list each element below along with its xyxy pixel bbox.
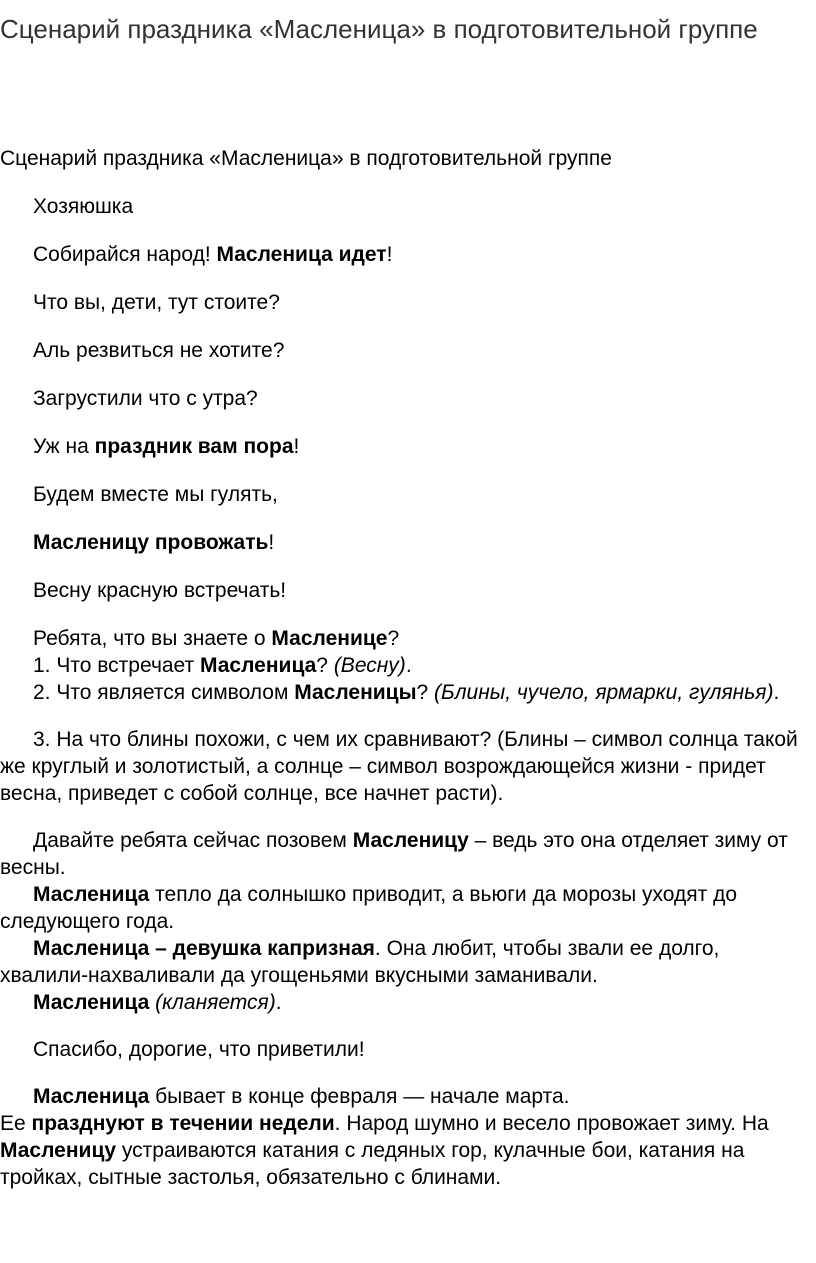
closing-line-1: Масленица бывает в конце февраля — начале марта. [33,1085,570,1108]
poem-line-3: Аль резвиться не хотите? [33,339,285,362]
call-paragraph-2: Масленица тепло да солнышко приводит, а вьюги да морозы уходят до следующего года. [0,883,738,933]
document-title: Сценарий праздника «Масленица» в подготовительной группе [0,14,758,44]
question-3: 3. На что блины похожи, с чем их сравнивают? (Блины – символ солнца такой же круглый и золотистый, а солнце – символ возрождающейся жизни - придет весна, приведет с собой солнце, все начнет расти). [0,728,798,805]
poem-line-5: Уж на праздник вам пора! [33,435,300,458]
closing-paragraph: Ее празднуют в течении недели. Народ шумно и весело провожает зиму. На Масленицу устраиваются катания с ледяных гор, кулачные бои, катания на тройках, сытные застолья, обязательно с блинами. [0,1112,769,1189]
speaker-name: Хозяюшка [33,195,134,218]
poem-line-8: Весну красную встречать! [33,579,287,602]
thanks-line: Спасибо, дорогие, что приветили! [33,1038,365,1061]
call-paragraph-1: Давайте ребята сейчас позовем Масленицу – ведь это она отделяет зиму от весны. [0,829,788,879]
call-paragraph-3: Масленица – девушка капризная. Она любит, чтобы звали ее долго, хвалили-нахваливали да угощеньями вкусными заманивали. [0,937,720,987]
poem-line-1: Собирайся народ! Масленица идет! [33,243,393,266]
poem-line-7: Масленицу провожать! [33,531,275,554]
poem-line-6: Будем вместе мы гулять, [33,483,278,506]
poem-line-2: Что вы, дети, тут стоите? [33,291,280,314]
document-body [0,145,808,1191]
poem-line-4: Загрустили что с утра? [33,387,258,410]
question-2: 2. Что является символом Масленицы? (Блины, чучело, ярмарки, гулянья). [33,681,780,704]
questions-intro: Ребята, что вы знаете о Масленице? [33,627,400,650]
call-paragraph-4: Масленица (кланяется). [33,991,282,1014]
question-1: 1. Что встречает Масленица? (Весну). [33,654,412,677]
document-heading: Сценарий праздника «Масленица» в подготовительной группе [0,147,612,170]
